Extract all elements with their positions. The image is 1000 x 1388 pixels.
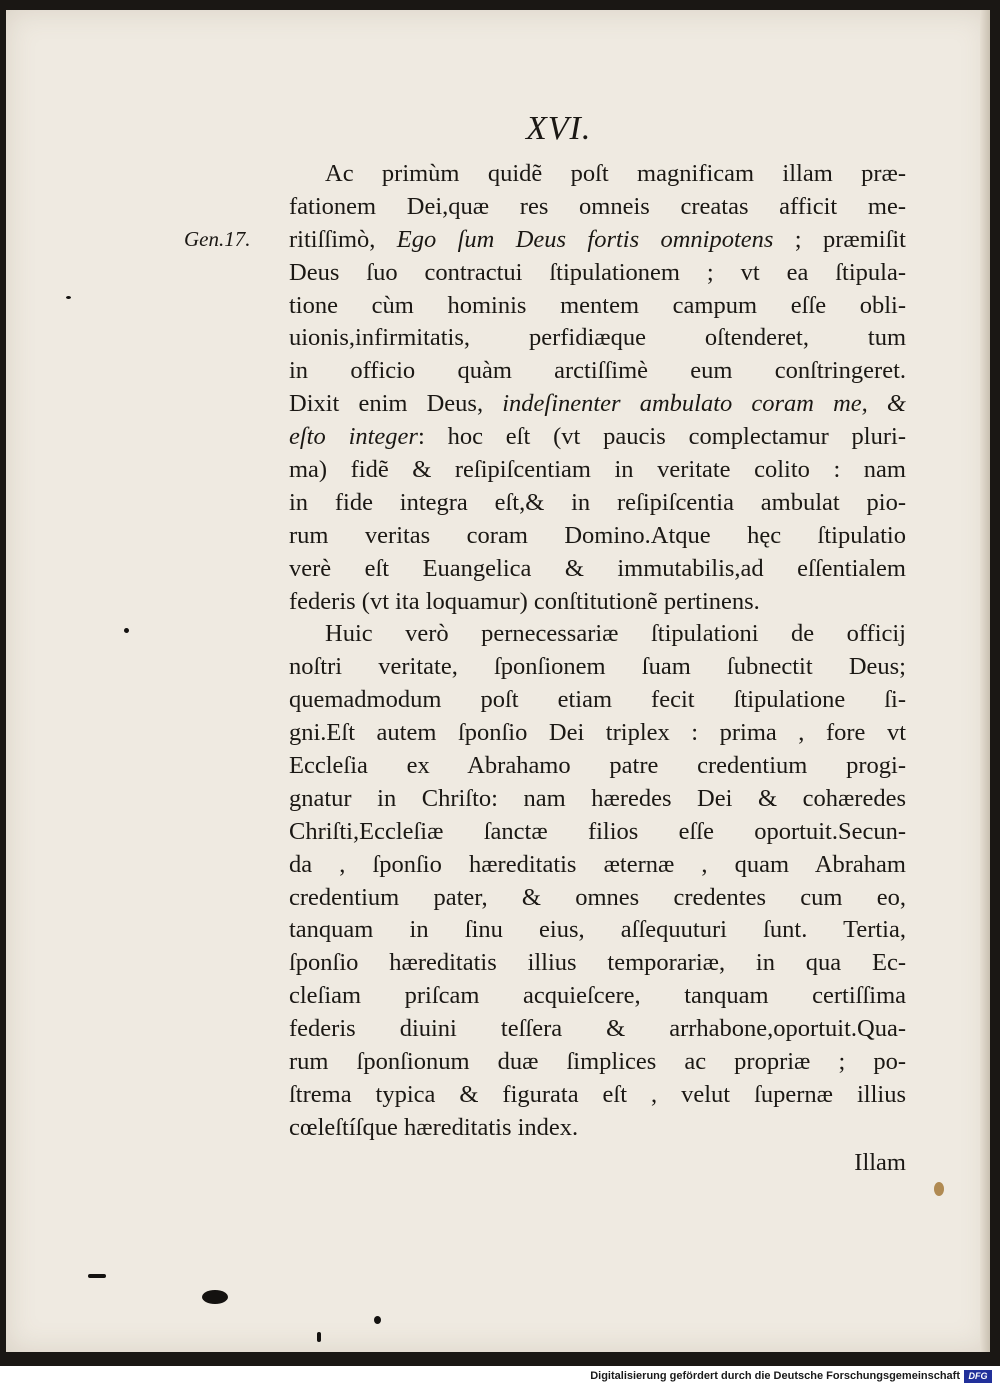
text-line: [289, 783, 906, 816]
body-text: ritiſſimò,: [289, 225, 397, 253]
text-line: [289, 914, 906, 947]
body-text: ma) fidẽ & reſipiſcentiam in veritate colito : nam: [289, 456, 906, 484]
text-line: [289, 520, 906, 553]
book-page: [6, 10, 990, 1352]
text-line: [289, 882, 906, 915]
body-text: verè eſt Euangelica & immutabilis,ad eſſentialem: [289, 554, 906, 582]
body-text: uionis,infirmitatis, perfidiæque oſtenderet, tum: [289, 324, 906, 352]
text-line: [289, 651, 906, 684]
body-text: fationem Dei,quæ res omneis creatas afficit me-: [289, 192, 906, 220]
body-text: federis diuini teſſera & arrhabone,oportuit.Qua-: [289, 1015, 906, 1043]
text-line: [289, 717, 906, 750]
body-text: da , ſponſio hæreditatis æternæ , quam Abraham: [289, 850, 906, 878]
text-line: [289, 618, 906, 651]
body-text: Chriſti,Eccleſiæ ſanctæ filios eſſe oportuit.Secun-: [289, 817, 906, 845]
body-text: rum veritas coram Domino.Atque hęc ſtipulatio: [289, 521, 906, 549]
text-line: [289, 750, 906, 783]
text-block: [289, 158, 906, 1180]
paper-stain: [934, 1182, 944, 1196]
body-text: Dixit enim Deus,: [289, 390, 503, 418]
body-text: credentium pater, & omnes credentes cum eo,: [289, 883, 906, 911]
text-line: [289, 224, 906, 257]
text-line: [289, 586, 906, 619]
marginal-note: Gen.17.: [184, 227, 251, 251]
funding-credit: Digitalisierung gefördert durch die Deutsche Forschungsgemeinschaft: [590, 1370, 960, 1382]
text-line: [289, 158, 906, 191]
body-text: noſtri veritate, ſponſionem ſuam ſubnectit Deus;: [289, 653, 906, 681]
ink-speck: [88, 1274, 106, 1278]
running-head: XVI.: [526, 110, 592, 147]
text-line: [289, 816, 906, 849]
text-line: [289, 454, 906, 487]
body-text: Eccleſia ex Abrahamo patre credentium progi-: [289, 752, 906, 780]
text-line: [289, 1112, 906, 1145]
ink-speck: [66, 296, 71, 299]
body-text: ; præmiſit: [773, 225, 906, 253]
body-text: gnatur in Chriſto: nam hæredes Dei & cohæredes: [289, 784, 906, 812]
text-line: [289, 947, 906, 980]
ink-speck: [202, 1290, 228, 1304]
text-line: [289, 290, 906, 323]
body-text: tione cùm hominis mentem campum eſſe obli-: [289, 291, 906, 319]
body-text: tanquam in ſinu eius, aſſequuturi ſunt. Tertia,: [289, 916, 906, 944]
text-line: [289, 849, 906, 882]
text-line: [289, 1079, 906, 1112]
body-text: Ac primùm quidẽ poſt magnificam illam præ-: [325, 160, 906, 187]
body-text: ſponſio hæreditatis illius temporariæ, in qua Ec-: [289, 949, 906, 977]
text-line: [289, 191, 906, 224]
italic-text: Ego ſum Deus fortis omnipotens: [396, 225, 774, 253]
text-line: [289, 684, 906, 717]
body-text: ſtrema typica & figurata eſt , velut ſupernæ illius: [289, 1080, 906, 1108]
body-text: cœleſtíſque hæreditatis index.: [289, 1113, 579, 1141]
ink-speck: [124, 628, 129, 633]
body-text: quemadmodum poſt etiam fecit ſtipulatione ſi-: [289, 686, 906, 714]
ink-speck: [374, 1316, 381, 1324]
text-line: [289, 1046, 906, 1079]
body-text: cleſiam priſcam acquieſcere, tanquam certiſſima: [289, 982, 906, 1010]
text-line: [289, 980, 906, 1013]
text-line: [289, 421, 906, 454]
text-line: [289, 487, 906, 520]
body-text: Huic verò pernecessariæ ſtipulationi de officij: [325, 620, 906, 648]
text-line: [289, 355, 906, 388]
italic-text: eſto integer: [289, 423, 418, 451]
body-text: in fide integra eſt,& in reſipiſcentia ambulat pio-: [289, 488, 906, 516]
body-text: Deus ſuo contractui ſtipulationem ; vt ea ſtipula-: [289, 258, 906, 286]
body-text: rum ſponſionum duæ ſimplices ac propriæ ; po-: [289, 1048, 906, 1076]
catchword: Illam: [854, 1148, 906, 1176]
dfg-logo: DFG: [964, 1370, 992, 1383]
page-edge: [980, 10, 990, 1352]
body-text: in officio quàm arctiſſimè eum conſtringeret.: [289, 357, 906, 385]
ink-speck: [317, 1332, 321, 1342]
text-line: [289, 322, 906, 355]
italic-text: indeſinenter ambulato coram me, &: [502, 390, 906, 418]
body-text: federis (vt ita loquamur) conſtitutionẽ pertinens.: [289, 587, 760, 615]
body-text: : hoc eſt (vt paucis complectamur pluri-: [417, 423, 906, 451]
text-line: [289, 257, 906, 290]
body-text: gni.Eſt autem ſponſio Dei triplex : prima , fore vt: [289, 719, 906, 747]
text-line: [289, 553, 906, 586]
text-line: [289, 1013, 906, 1046]
text-line: [289, 388, 906, 421]
footer-bar: [0, 1366, 1000, 1388]
